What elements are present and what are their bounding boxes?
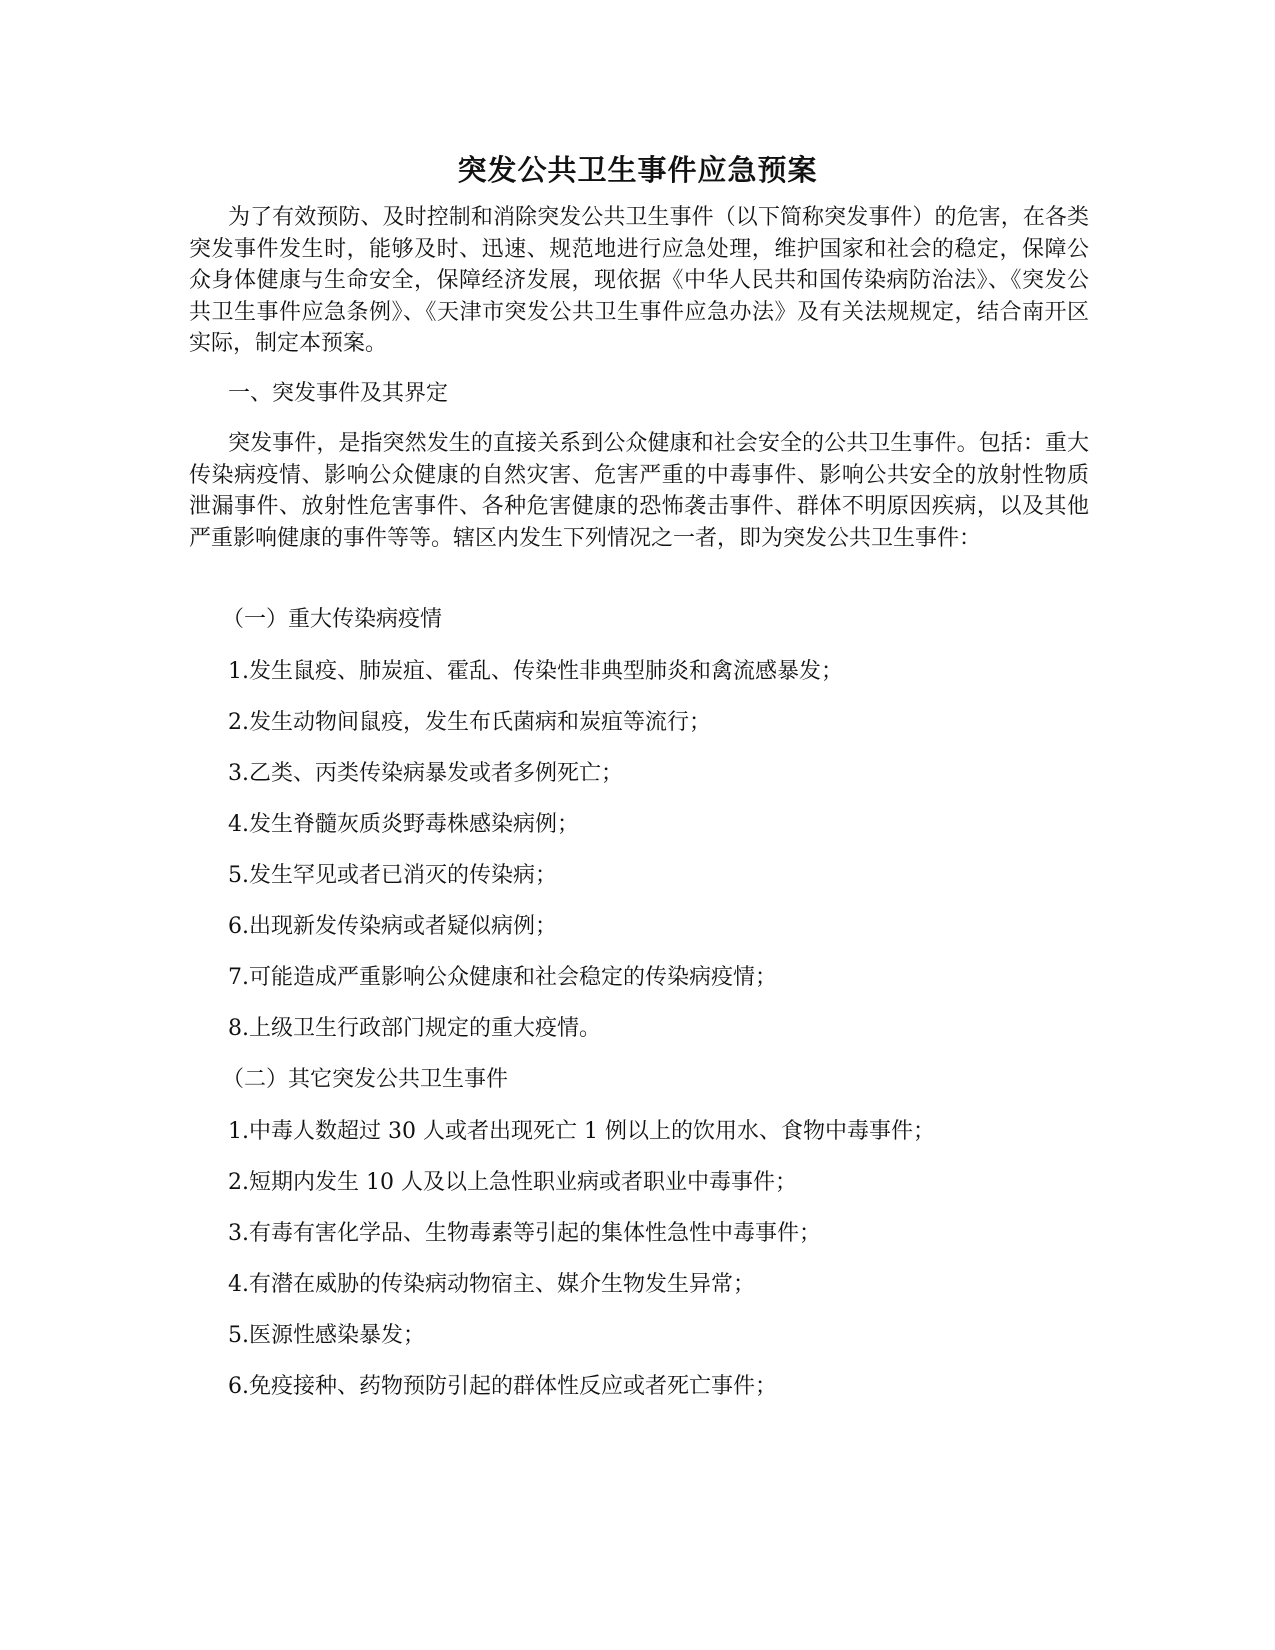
list-item: 3.有毒有害化学品、生物毒素等引起的集体性急性中毒事件； xyxy=(228,1221,821,1246)
list-item: 2.发生动物间鼠疫，发生布氏菌病和炭疽等流行； xyxy=(228,710,711,735)
list-item: 4.有潜在威胁的传染病动物宿主、媒介生物发生异常； xyxy=(228,1272,755,1297)
document-title: 突发公共卫生事件应急预案 xyxy=(457,153,818,187)
list-item: 1.发生鼠疫、肺炭疽、霍乱、传染性非典型肺炎和禽流感暴发； xyxy=(228,659,843,684)
list-item: 7.可能造成严重影响公众健康和社会稳定的传染病疫情； xyxy=(228,965,777,990)
list-item: 1.中毒人数超过 30 人或者出现死亡 1 例以上的饮用水、食物中毒事件； xyxy=(228,1119,935,1144)
list-item: 5.发生罕见或者已消灭的传染病； xyxy=(228,863,557,888)
sub1-heading: （一）重大传染病疫情 xyxy=(222,607,443,632)
list-item: 2.短期内发生 10 人及以上急性职业病或者职业中毒事件； xyxy=(228,1170,797,1195)
list-item: 3.乙类、丙类传染病暴发或者多例死亡； xyxy=(228,761,623,786)
list-item: 6.出现新发传染病或者疑似病例； xyxy=(228,914,557,939)
section1-paragraph: 突发事件，是指突然发生的直接关系到公众健康和社会安全的公共卫生事件。包括：重大传染病疫情、影响公众健康的自然灾害、危害严重的中毒事件、影响公共安全的放射性物质泄漏事件、放射性危害事件、各种危害健康的恐怖袭击事件、群体不明原因疾病，以及其他严重影响健康的事件等等。辖区内发生下列情况之一者，即为突发公共卫生事件： xyxy=(189,431,1089,551)
intro-paragraph: 为了有效预防、及时控制和消除突发公共卫生事件（以下简称突发事件）的危害，在各类突发事件发生时，能够及时、迅速、规范地进行应急处理，维护国家和社会的稳定，保障公众身体健康与生命安全，保障经济发展，现依据《中华人民共和国传染病防治法》、《突发公共卫生事件应急条例》、《天津市突发公共卫生事件应急办法》及有关法规规定，结合南开区实际，制定本预案。 xyxy=(189,205,1089,356)
list-item: 8.上级卫生行政部门规定的重大疫情。 xyxy=(228,1016,601,1041)
section1-heading: 一、突发事件及其界定 xyxy=(228,381,449,406)
sub2-heading: （二）其它突发公共卫生事件 xyxy=(222,1067,509,1092)
list-item: 4.发生脊髓灰质炎野毒株感染病例； xyxy=(228,812,579,837)
list-item: 5.医源性感染暴发； xyxy=(228,1323,425,1348)
list-item: 6.免疫接种、药物预防引起的群体性反应或者死亡事件； xyxy=(228,1374,777,1399)
